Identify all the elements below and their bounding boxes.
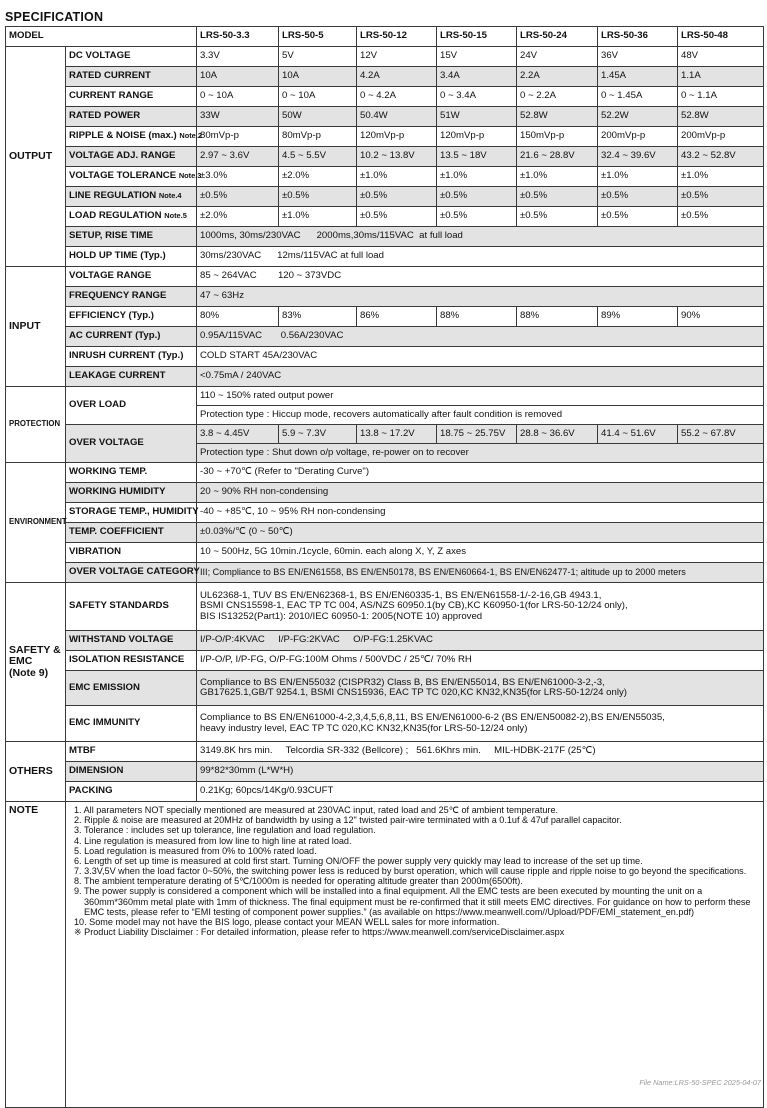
- cell: 50.4W: [357, 107, 437, 127]
- note-ref: Note.5: [164, 211, 187, 221]
- cell: [197, 706, 764, 742]
- note-item: 7. 3.3V,5V when the load factor 0~50%, the switching power less is reduced by burst operation, which will cause ripple and ripple noise to go beyond the specifications.: [74, 866, 747, 877]
- cell: 4.2A: [357, 67, 437, 87]
- cell: 90%: [678, 307, 764, 327]
- cell: 200mVp-p: [678, 127, 764, 147]
- cell: 2.2A: [517, 67, 598, 87]
- cell: ±1.0%: [437, 167, 517, 187]
- cell-line: UL62368-1, TUV BS EN/EN62368-1, BS EN/EN60335-1, BS EN/EN61558-1/-2-16,GB 4943.1,: [200, 589, 602, 601]
- model-name: LRS-50-36: [598, 27, 678, 47]
- cell: 89%: [598, 307, 678, 327]
- others-row: [6, 762, 764, 782]
- row-label: [66, 127, 202, 147]
- cell: 10.2 ~ 13.8V: [357, 147, 437, 167]
- cell: 5V: [279, 47, 357, 67]
- cell: ±0.5%: [357, 187, 437, 207]
- cell: 43.2 ~ 52.8V: [678, 147, 764, 167]
- section-others: OTHERS: [6, 742, 66, 802]
- cell: ±0.5%: [517, 187, 598, 207]
- safety-row: [6, 631, 764, 651]
- note-item: 9. The power supply is considered a component which will be installed into a final equipment. All the EMC tests are been executed by mounting the unit on a 360mm*360mm metal plate with 1mm of thickness. The final equipment must be re-confirmed that it still meets EMC directives. For guidance on how to perform these EMC tests, please refer to “EMI testing of component power supplies.” (as available on https://www.meanwell.com//Upload/PDF/EMI_statement_en.pdf): [74, 886, 751, 917]
- cell: 85 ~ 264VAC 120 ~ 373VDC: [197, 267, 764, 287]
- cell-line: Compliance to BS EN/EN55032 (CISPR32) Class B, BS EN/EN55014, BS EN/EN61000-3-2,-3,: [200, 676, 605, 688]
- row-label: AC CURRENT (Typ.): [66, 327, 197, 347]
- cell: 13.5 ~ 18V: [437, 147, 517, 167]
- cell: 13.8 ~ 17.2V: [357, 425, 437, 444]
- environment-row: [6, 543, 764, 563]
- model-name: LRS-50-5: [279, 27, 357, 47]
- cell: 5.9 ~ 7.3V: [279, 425, 357, 444]
- section-input: INPUT: [6, 267, 66, 387]
- header-row: [6, 27, 764, 47]
- cell: 88%: [437, 307, 517, 327]
- cell: 0 ~ 4.2A: [357, 87, 437, 107]
- cell: ±0.5%: [678, 187, 764, 207]
- input-row: [6, 327, 764, 347]
- cell-line: BIS IS13252(Part1): 2010/IEC 60950-1: 2005(NOTE 10) approved: [200, 610, 483, 622]
- model-name: LRS-50-12: [357, 27, 437, 47]
- cell: 32.4 ~ 39.6V: [598, 147, 678, 167]
- safety-row: [6, 706, 764, 742]
- row-label: VOLTAGE RANGE: [66, 267, 197, 287]
- cell: -40 ~ +85℃, 10 ~ 95% RH non-condensing: [197, 503, 764, 523]
- model-name: LRS-50-15: [437, 27, 517, 47]
- cell: ±1.0%: [678, 167, 764, 187]
- cell: ±1.0%: [357, 167, 437, 187]
- cell-line: Compliance to BS EN/EN61000-4-2,3,4,5,6,8,11, BS EN/EN61000-6-2 (BS EN/EN50082-2),BS EN/EN55035,: [200, 712, 665, 724]
- cell: 51W: [437, 107, 517, 127]
- cell: COLD START 45A/230VAC: [197, 347, 764, 367]
- cell: ±0.5%: [598, 207, 678, 227]
- cell: Protection type : Hiccup mode, recovers automatically after fault condition is removed: [197, 406, 764, 425]
- cell: ±2.0%: [197, 207, 279, 227]
- note-item: 4. Line regulation is measured from low line to high line at rated load.: [74, 835, 352, 846]
- input-row: [6, 267, 764, 287]
- row-label: SAFETY STANDARDS: [66, 583, 197, 631]
- cell: 4.5 ~ 5.5V: [279, 147, 357, 167]
- note-item: 10. Some model may not have the BIS logo, please contact your MEAN WELL sales for more information.: [74, 916, 500, 927]
- row-label: [66, 167, 202, 187]
- section-output: OUTPUT: [6, 47, 66, 267]
- row-label: [66, 207, 197, 227]
- disclaimer: ※ Product Liability Disclaimer : For detailed information, please refer to https://www.meanwell.com/serviceDisclaimer.aspx: [74, 927, 565, 938]
- output-row: [6, 107, 764, 127]
- output-row: [6, 47, 764, 67]
- cell: ±0.5%: [678, 207, 764, 227]
- note-item: 2. Ripple & noise are measured at 20MHz of bandwidth by using a 12" twisted pair-wire terminated with a 0.1uf & 47uf parallel capacitor.: [74, 815, 622, 826]
- row-label: OVER LOAD: [66, 387, 197, 425]
- cell: 47 ~ 63Hz: [197, 287, 764, 307]
- cell: 55.2 ~ 67.8V: [678, 425, 764, 444]
- row-label: VOLTAGE ADJ. RANGE: [66, 147, 197, 167]
- note-row: [6, 802, 764, 1108]
- row-label: TEMP. COEFFICIENT: [66, 523, 197, 543]
- safety-row: [6, 583, 764, 631]
- note-list: [66, 802, 764, 1108]
- note-ref: Note.3: [178, 171, 202, 181]
- row-label: WORKING HUMIDITY: [66, 483, 197, 503]
- row-label: SETUP, RISE TIME: [66, 227, 197, 247]
- note-item: 6. Length of set up time is measured at cold first start. Turning ON/OFF the power supply very quickly may lead to increase of the set up time.: [74, 855, 643, 866]
- cell: I/P-O/P, I/P-FG, O/P-FG:100M Ohms / 500VDC / 25℃/ 70% RH: [197, 651, 764, 671]
- row-label: STORAGE TEMP., HUMIDITY: [66, 503, 197, 523]
- cell: ±1.0%: [598, 167, 678, 187]
- input-row: [6, 347, 764, 367]
- environment-row: [6, 483, 764, 503]
- cell: 52.8W: [517, 107, 598, 127]
- row-label: RATED CURRENT: [66, 67, 197, 87]
- section-line: SAFETY &: [9, 644, 61, 656]
- cell: 0 ~ 1.1A: [678, 87, 764, 107]
- cell: 52.8W: [678, 107, 764, 127]
- model-label: MODEL: [6, 27, 197, 47]
- section-safety-emc: [6, 583, 66, 742]
- page-title: SPECIFICATION: [5, 10, 104, 24]
- cell: ±0.5%: [279, 187, 357, 207]
- cell: ±0.5%: [357, 207, 437, 227]
- cell: 0 ~ 10A: [279, 87, 357, 107]
- row-label: DIMENSION: [66, 762, 197, 782]
- cell: Protection type : Shut down o/p voltage, re-power on to recover: [197, 444, 764, 463]
- safety-row: [6, 651, 764, 671]
- cell: 99*82*30mm (L*W*H): [197, 762, 764, 782]
- cell: 120mVp-p: [357, 127, 437, 147]
- row-label: CURRENT RANGE: [66, 87, 197, 107]
- cell: 10 ~ 500Hz, 5G 10min./1cycle, 60min. each along X, Y, Z axes: [197, 543, 764, 563]
- others-row: [6, 742, 764, 762]
- row-label: RATED POWER: [66, 107, 197, 127]
- cell: I/P-O/P:4KVAC I/P-FG:2KVAC O/P-FG:1.25KVAC: [197, 631, 764, 651]
- cell: 1000ms, 30ms/230VAC 2000ms,30ms/115VAC at full load: [197, 227, 764, 247]
- cell: ±0.5%: [598, 187, 678, 207]
- cell: 28.8 ~ 36.6V: [517, 425, 598, 444]
- note-item: 1. All parameters NOT specially mentioned are measured at 230VAC input, rated load and 25℃ of ambient temperature.: [74, 805, 559, 815]
- output-row: [6, 67, 764, 87]
- cell: 48V: [678, 47, 764, 67]
- row-label: EMC EMISSION: [66, 671, 197, 706]
- cell: ±3.0%: [197, 167, 279, 187]
- section-environment: ENVIRONMENT: [6, 463, 66, 583]
- cell: 150mVp-p: [517, 127, 598, 147]
- cell: 24V: [517, 47, 598, 67]
- cell: 2.97 ~ 3.6V: [197, 147, 279, 167]
- output-row: [6, 127, 764, 147]
- cell: 3.8 ~ 4.45V: [197, 425, 279, 444]
- environment-row: [6, 563, 764, 583]
- note-ref: Note.4: [158, 191, 182, 201]
- cell: 0.95A/115VAC 0.56A/230VAC: [197, 327, 764, 347]
- row-label-text: LINE REGULATION: [69, 190, 157, 202]
- cell: 15V: [437, 47, 517, 67]
- protection-row: [6, 425, 764, 444]
- cell: 0 ~ 3.4A: [437, 87, 517, 107]
- cell: 41.4 ~ 51.6V: [598, 425, 678, 444]
- cell: 21.6 ~ 28.8V: [517, 147, 598, 167]
- cell: [197, 583, 764, 631]
- cell: 0 ~ 1.45A: [598, 87, 678, 107]
- cell: ±0.5%: [517, 207, 598, 227]
- cell: 80mVp-p: [279, 127, 357, 147]
- cell: 110 ~ 150% rated output power: [197, 387, 764, 406]
- cell: III; Compliance to BS EN/EN61558, BS EN/EN50178, BS EN/EN60664-1, BS EN/EN62477-1; altitude up to 2000 meters: [197, 563, 764, 583]
- cell: 10A: [279, 67, 357, 87]
- cell: 36V: [598, 47, 678, 67]
- row-label-text: RIPPLE & NOISE (max.): [69, 130, 177, 142]
- environment-row: [6, 503, 764, 523]
- row-label: [66, 187, 197, 207]
- row-label-text: VOLTAGE TOLERANCE: [69, 170, 177, 182]
- cell: 88%: [517, 307, 598, 327]
- others-row: [6, 782, 764, 802]
- model-name: LRS-50-48: [678, 27, 764, 47]
- section-line: EMC: [9, 655, 33, 668]
- row-label: ISOLATION RESISTANCE: [66, 651, 197, 671]
- cell: ±1.0%: [517, 167, 598, 187]
- row-label: DC VOLTAGE: [66, 47, 197, 67]
- cell: -30 ~ +70℃ (Refer to "Derating Curve"): [197, 463, 764, 483]
- output-row: [6, 147, 764, 167]
- row-label: OVER VOLTAGE: [66, 425, 197, 463]
- protection-row: [6, 387, 764, 406]
- input-row: [6, 307, 764, 327]
- note-item: 8. The ambient temperature derating of 5℃/1000m is needed for operating altitude greater than 2000m(6500ft).: [74, 876, 523, 887]
- cell-line: BSMI CNS15598-1, EAC TP TC 004, AS/NZS 60950.1(by CB),KC K60950-1(for LRS-50-12/24 only),: [200, 600, 628, 612]
- cell: 12V: [357, 47, 437, 67]
- row-label: EMC IMMUNITY: [66, 706, 197, 742]
- row-label: OVER VOLTAGE CATEGORY: [66, 563, 197, 583]
- row-label: FREQUENCY RANGE: [66, 287, 197, 307]
- row-label: EFFICIENCY (Typ.): [66, 307, 197, 327]
- cell: 120mVp-p: [437, 127, 517, 147]
- environment-row: [6, 523, 764, 543]
- cell: ±0.5%: [437, 207, 517, 227]
- note-item: 3. Tolerance : includes set up tolerance, line regulation and load regulation.: [74, 825, 376, 836]
- environment-row: [6, 463, 764, 483]
- cell: 80mVp-p: [197, 127, 279, 147]
- output-row: [6, 227, 764, 247]
- cell: 0 ~ 2.2A: [517, 87, 598, 107]
- section-note: NOTE: [6, 802, 66, 1108]
- row-label: WITHSTAND VOLTAGE: [66, 631, 197, 651]
- note-ref: Note.2: [179, 131, 202, 141]
- cell: 83%: [279, 307, 357, 327]
- output-row: [6, 187, 764, 207]
- cell: [197, 671, 764, 706]
- cell: ±1.0%: [279, 207, 357, 227]
- input-row: [6, 367, 764, 387]
- cell: 18.75 ~ 25.75V: [437, 425, 517, 444]
- file-name-footer: File Name:LRS-50-SPEC 2025-04-07: [639, 1078, 761, 1087]
- note-item: 5. Load regulation is measured from 0% to 100% rated load.: [74, 845, 317, 856]
- model-name: LRS-50-24: [517, 27, 598, 47]
- cell: 50W: [279, 107, 357, 127]
- cell-line: heavy industry level, EAC TP TC 020,KC KN32,KN35(for LRS-50-12/24 only): [200, 722, 528, 734]
- row-label: HOLD UP TIME (Typ.): [66, 247, 197, 267]
- cell: 86%: [357, 307, 437, 327]
- section-line: (Note 9): [9, 666, 49, 679]
- row-label: INRUSH CURRENT (Typ.): [66, 347, 197, 367]
- model-name: LRS-50-3.3: [197, 27, 279, 47]
- cell-line: GB17625.1,GB/T 9254.1, BSMI CNS15936, EAC TP TC 020,KC KN32,KN35(for LRS-50-12/24 only): [200, 687, 627, 698]
- cell: 33W: [197, 107, 279, 127]
- row-label: MTBF: [66, 742, 197, 762]
- output-row: [6, 87, 764, 107]
- cell: 200mVp-p: [598, 127, 678, 147]
- cell: ±2.0%: [279, 167, 357, 187]
- cell: 0 ~ 10A: [197, 87, 279, 107]
- cell: 20 ~ 90% RH non-condensing: [197, 483, 764, 503]
- cell: <0.75mA / 240VAC: [197, 367, 764, 387]
- row-label: PACKING: [66, 782, 197, 802]
- row-label-text: LOAD REGULATION: [69, 210, 162, 222]
- safety-row: [6, 671, 764, 706]
- cell: 3149.8K hrs min. Telcordia SR-332 (Bellcore) ; 561.6Khrs min. MIL-HDBK-217F (25℃): [197, 742, 764, 762]
- cell: 80%: [197, 307, 279, 327]
- row-label: LEAKAGE CURRENT: [66, 367, 197, 387]
- output-row: [6, 167, 764, 187]
- section-protection: PROTECTION: [6, 387, 66, 463]
- row-label: VIBRATION: [66, 543, 197, 563]
- cell: 10A: [197, 67, 279, 87]
- cell: 1.1A: [678, 67, 764, 87]
- cell: 0.21Kg; 60pcs/14Kg/0.93CUFT: [197, 782, 764, 802]
- spec-table: [5, 26, 764, 1108]
- row-label: WORKING TEMP.: [66, 463, 197, 483]
- cell: ±0.03%/℃ (0 ~ 50℃): [197, 523, 764, 543]
- cell: 1.45A: [598, 67, 678, 87]
- cell: 52.2W: [598, 107, 678, 127]
- cell: 3.3V: [197, 47, 279, 67]
- cell: 30ms/230VAC 12ms/115VAC at full load: [197, 247, 764, 267]
- cell: 3.4A: [437, 67, 517, 87]
- cell: ±0.5%: [197, 187, 279, 207]
- output-row: [6, 247, 764, 267]
- cell: ±0.5%: [437, 187, 517, 207]
- input-row: [6, 287, 764, 307]
- output-row: [6, 207, 764, 227]
